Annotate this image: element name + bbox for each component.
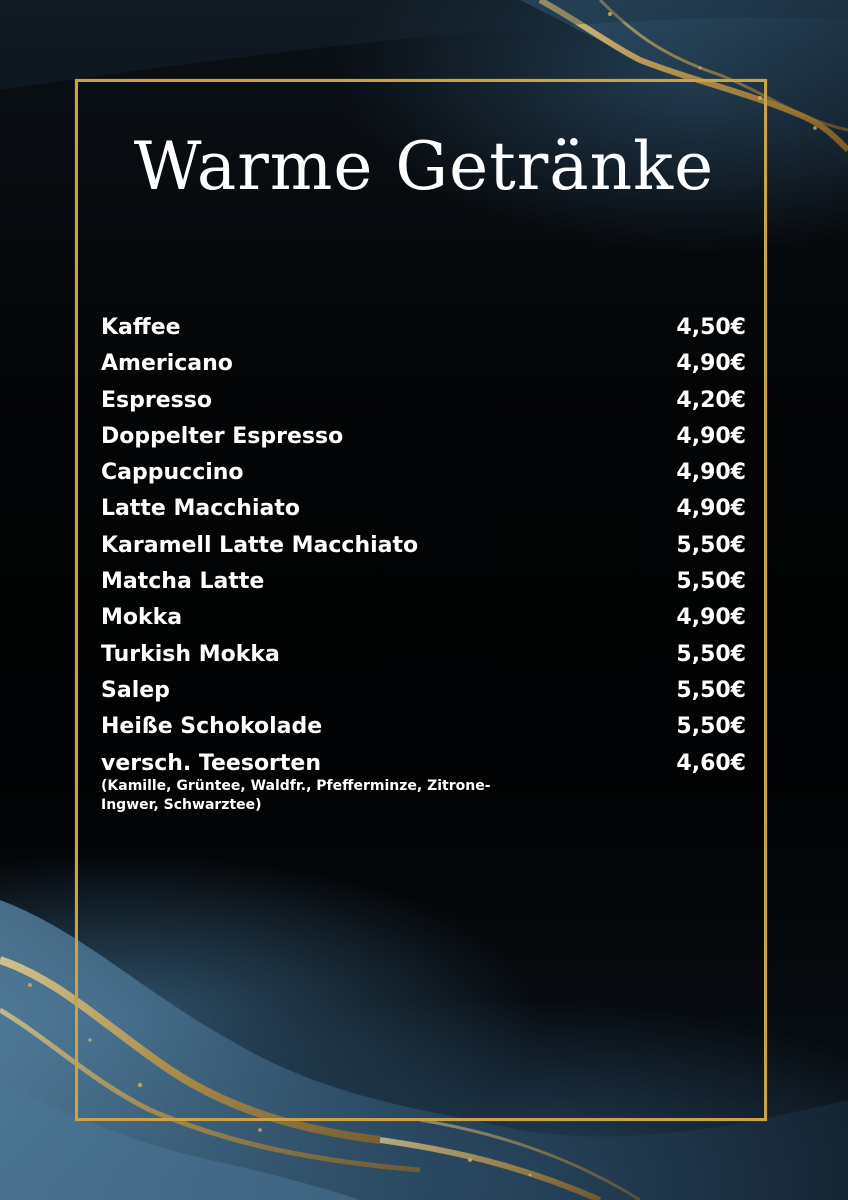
menu-item-price: 4,50€	[676, 315, 746, 340]
menu-item	[101, 710, 746, 746]
menu-item-note: (Kamille, Grüntee, Waldfr., Pfefferminze, Zitrone-Ingwer, Schwarztee)	[101, 777, 491, 813]
menu-item	[101, 674, 746, 710]
menu-item-name: Espresso	[101, 387, 212, 413]
menu-item-name: Kaffee	[101, 315, 181, 340]
menu-item	[101, 347, 746, 383]
menu-item	[101, 565, 746, 601]
menu-item-name: Americano	[101, 351, 233, 377]
menu-item	[101, 638, 746, 674]
menu-item-price: 5,50€	[676, 569, 746, 595]
menu-item	[101, 492, 746, 528]
menu-item	[101, 529, 746, 565]
menu-item-price: 5,50€	[676, 714, 746, 740]
menu-item-price: 4,20€	[676, 387, 746, 413]
menu-item	[101, 601, 746, 637]
menu-item-name: Mokka	[101, 605, 183, 631]
menu-item	[101, 384, 746, 420]
menu-item-price: 4,90€	[676, 460, 746, 486]
menu-item-name: Turkish Mokka	[101, 641, 280, 667]
menu-item-name: Salep	[101, 677, 170, 703]
menu-item-price: 4,90€	[676, 351, 746, 377]
menu-item-price: 5,50€	[676, 532, 746, 558]
menu-item-name-group	[101, 747, 501, 815]
menu-item	[101, 747, 746, 815]
menu-item-name: Doppelter Espresso	[101, 423, 344, 449]
menu-list	[101, 311, 746, 815]
menu-item-price: 4,90€	[676, 605, 746, 631]
menu-item-name: Cappuccino	[101, 460, 244, 486]
menu-item-price: 4,90€	[676, 496, 746, 522]
menu-item-name: versch. Teesorten	[101, 750, 322, 776]
menu-item-price: 5,50€	[676, 677, 746, 703]
menu-item-price: 5,50€	[676, 641, 746, 667]
menu-item-name: Heiße Schokolade	[101, 714, 323, 740]
menu-item	[101, 456, 746, 492]
menu-item	[101, 420, 746, 456]
menu-item-price: 4,60€	[676, 750, 746, 776]
menu-item-name: Karamell Latte Macchiato	[101, 532, 419, 558]
menu-item-name: Latte Macchiato	[101, 496, 300, 522]
menu-item-price: 4,90€	[676, 423, 746, 449]
page-title: Warme Getränke	[133, 128, 715, 205]
menu-item	[101, 311, 746, 347]
menu-item-name: Matcha Latte	[101, 569, 265, 595]
